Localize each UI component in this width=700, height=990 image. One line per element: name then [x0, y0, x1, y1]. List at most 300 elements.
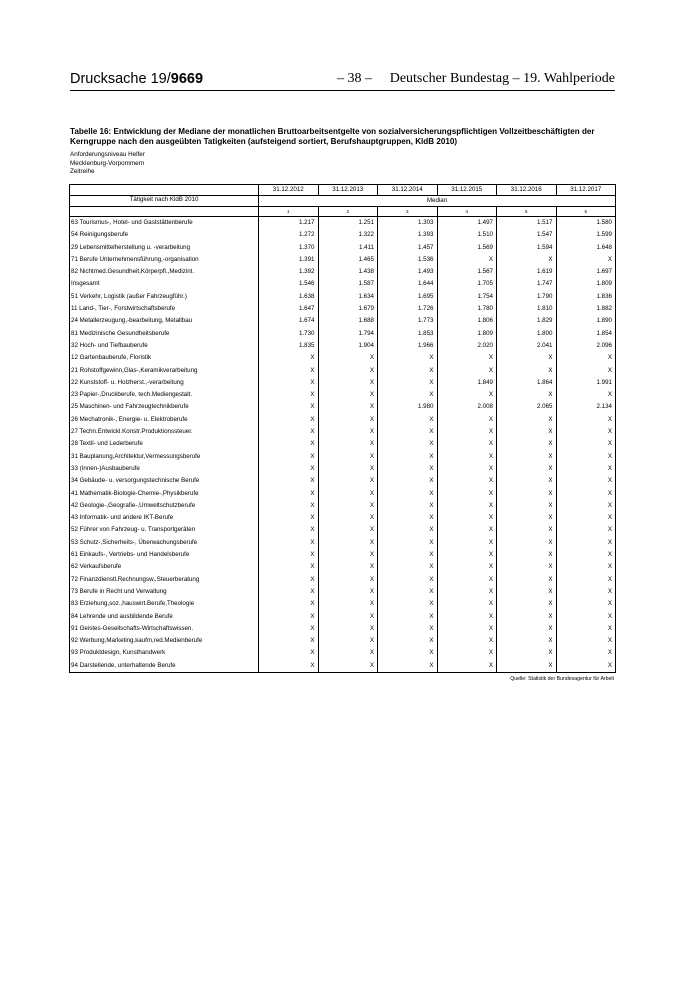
table-cell: 1.853	[377, 328, 437, 340]
table-cell: X	[258, 623, 318, 635]
subtitle-series: Zeitreihe	[70, 168, 95, 175]
table-cell: X	[437, 611, 497, 623]
table-cell: X	[496, 475, 556, 487]
table-cell: X	[496, 463, 556, 475]
table-cell: 1.674	[258, 315, 318, 327]
table-row	[70, 217, 615, 229]
row-label: 52 Führer von Fahrzeug- u. Transportgeräten	[71, 526, 196, 534]
row-label: 54 Reinigungsberufe	[71, 231, 129, 239]
table-cell: X	[437, 352, 497, 364]
table-cell: X	[556, 426, 616, 438]
table-cell: X	[496, 647, 556, 659]
table-cell: 1.648	[556, 242, 616, 254]
table-cell: X	[318, 647, 378, 659]
table-cell: X	[258, 574, 318, 586]
table-cell: 1.809	[556, 278, 616, 290]
column-number-2: 2	[318, 207, 378, 216]
row-label: 84 Lehrende und ausbildende Berufe	[71, 612, 173, 620]
table-cell: X	[258, 586, 318, 598]
row-label: 22 Kunststoff- u. Holzherst.,-verarbeitung	[71, 378, 184, 386]
table-cell: X	[437, 537, 497, 549]
table-cell: 1.457	[377, 242, 437, 254]
table-row	[70, 365, 615, 377]
table-cell: X	[258, 438, 318, 450]
row-label: 34 Gebäude- u. versorgungstechnische Berufe	[71, 477, 200, 485]
table-cell: X	[318, 574, 378, 586]
table-cell: 1.794	[318, 328, 378, 340]
table-cell: X	[377, 611, 437, 623]
table-cell: X	[377, 549, 437, 561]
table-cell: X	[377, 586, 437, 598]
table-cell: 1.854	[556, 328, 616, 340]
table-cell: X	[437, 254, 497, 266]
table-cell: X	[258, 451, 318, 463]
column-number-4: 4	[437, 207, 497, 216]
table-cell: 1.773	[377, 315, 437, 327]
table-row	[70, 229, 615, 241]
table-cell: X	[437, 463, 497, 475]
table-cell: X	[556, 438, 616, 450]
table-row	[70, 389, 615, 401]
table-cell: X	[496, 414, 556, 426]
table-row	[70, 635, 615, 647]
table-row	[70, 512, 615, 524]
table-header	[70, 185, 615, 217]
column-number-3: 3	[377, 207, 437, 216]
table-cell: 2.041	[496, 340, 556, 352]
table-cell: X	[258, 352, 318, 364]
table-cell: 1.370	[258, 242, 318, 254]
table-cell: X	[318, 598, 378, 610]
table-row	[70, 549, 615, 561]
table-cell: X	[556, 254, 616, 266]
table-cell: X	[377, 377, 437, 389]
table-cell: X	[496, 352, 556, 364]
table-cell: X	[556, 512, 616, 524]
table-cell: X	[377, 414, 437, 426]
table-cell: X	[556, 488, 616, 500]
table-cell: X	[437, 635, 497, 647]
table-cell: X	[496, 623, 556, 635]
table-cell: X	[258, 365, 318, 377]
table-cell: X	[437, 365, 497, 377]
row-label: 94 Darstellende, unterhaltende Berufe	[71, 661, 176, 669]
table-cell: X	[556, 463, 616, 475]
table-cell: X	[556, 500, 616, 512]
row-label: 31 Bauplanung,Architektur,Vermessungsberufe	[71, 452, 201, 460]
table-cell: X	[318, 500, 378, 512]
publisher: Deutscher Bundestag – 19. Wahlperiode	[389, 71, 615, 86]
table-cell: 1.966	[377, 340, 437, 352]
table-row	[70, 401, 615, 413]
table-cell: 1.547	[496, 229, 556, 241]
table-cell: 1.634	[318, 291, 378, 303]
table-cell: 1.438	[318, 266, 378, 278]
year-header-5: 31.12.2016	[496, 185, 556, 195]
table-cell: X	[318, 352, 378, 364]
table-row	[70, 254, 615, 266]
table-cell: X	[258, 414, 318, 426]
table-cell: 1.705	[437, 278, 497, 290]
table-cell: X	[377, 635, 437, 647]
table-cell: X	[318, 426, 378, 438]
year-header-3: 31.12.2014	[377, 185, 437, 195]
table-cell: 2.065	[496, 401, 556, 413]
table-row	[70, 647, 615, 659]
table-cell: 1.864	[496, 377, 556, 389]
table-cell: X	[258, 500, 318, 512]
table-cell: X	[556, 352, 616, 364]
table-cell: 1.790	[496, 291, 556, 303]
table-cell: X	[377, 512, 437, 524]
median-header-row	[70, 196, 615, 207]
row-label: 24 Metallerzeugung,-bearbeitung, Metallbau	[71, 317, 193, 325]
table-cell: X	[437, 561, 497, 573]
table-cell: X	[496, 611, 556, 623]
table-cell: X	[556, 623, 616, 635]
document-number-prefix: Drucksache 19/	[70, 71, 171, 87]
table-cell: X	[377, 660, 437, 672]
table-cell: 1.546	[258, 278, 318, 290]
column-number-6: 6	[556, 207, 616, 216]
table-cell: X	[258, 660, 318, 672]
table-cell: X	[496, 549, 556, 561]
row-label: 26 Mechatronik-, Energie- u. Elektroberufe	[71, 415, 188, 423]
table-cell: 2.020	[437, 340, 497, 352]
table-cell: 1.569	[437, 242, 497, 254]
row-label: 12 Gartenbauberufe, Floristik	[71, 354, 152, 362]
table-cell: X	[258, 537, 318, 549]
table-cell: X	[496, 365, 556, 377]
table-cell: X	[318, 635, 378, 647]
document-number-value: 9669	[170, 71, 204, 87]
year-header-row	[70, 185, 615, 196]
median-label: Median	[258, 196, 615, 206]
row-label: 29 Lebensmittelherstellung u. -verarbeitung	[71, 243, 191, 251]
table-cell: X	[496, 500, 556, 512]
table-cell: X	[258, 377, 318, 389]
table-cell: X	[377, 463, 437, 475]
row-label: 83 Erziehung,soz.,hauswirt.Berufe,Theologie	[71, 600, 195, 608]
table-cell: 1.991	[556, 377, 616, 389]
year-header-2: 31.12.2013	[318, 185, 378, 195]
subtitle-level: Anforderungsniveau Helfer	[70, 151, 145, 158]
table-cell: X	[318, 660, 378, 672]
row-label: 93 Produktdesign, Kunsthandwerk	[71, 649, 166, 657]
table-cell: X	[496, 488, 556, 500]
column-number-5: 5	[496, 207, 556, 216]
table-cell: X	[258, 635, 318, 647]
table-row	[70, 488, 615, 500]
table-cell: X	[258, 463, 318, 475]
table-cell: X	[437, 512, 497, 524]
table-cell: 1.392	[258, 266, 318, 278]
table-cell: X	[377, 475, 437, 487]
table-cell: 1.806	[437, 315, 497, 327]
row-label: 73 Berufe in Recht und Verwaltung	[71, 587, 167, 595]
table-cell: 1.644	[377, 278, 437, 290]
table-cell: X	[318, 401, 378, 413]
table-cell: X	[318, 414, 378, 426]
subtitle-region: Mecklenburg-Vorpommern	[70, 160, 145, 167]
table-cell: X	[437, 660, 497, 672]
table-cell: X	[258, 512, 318, 524]
row-label: 25 Maschinen- und Fahrzeugtechnikberufe	[71, 403, 189, 411]
table-row	[70, 574, 615, 586]
table-cell: 1.800	[496, 328, 556, 340]
table-cell: X	[496, 598, 556, 610]
table-cell: X	[556, 365, 616, 377]
header-spacer	[70, 207, 258, 216]
row-label: Insgesamt	[71, 280, 100, 288]
table-cell: X	[318, 451, 378, 463]
table-cell: 1.393	[377, 229, 437, 241]
page-number: – 38 –	[337, 71, 372, 86]
year-header-1: 31.12.2012	[258, 185, 318, 195]
table-cell: 1.679	[318, 303, 378, 315]
row-label: 72 Finanzdienstl.Rechnungsw.,Steuerberatung	[71, 575, 200, 583]
table-cell: X	[318, 365, 378, 377]
table-cell: X	[496, 561, 556, 573]
table-cell: X	[258, 647, 318, 659]
table-cell: X	[377, 537, 437, 549]
table-cell: X	[556, 660, 616, 672]
table-row	[70, 352, 615, 364]
row-label: 92 Werbung,Marketing,kaufm,red.Medienberufe	[71, 637, 203, 645]
table-row	[70, 278, 615, 290]
table-cell: 1.599	[556, 229, 616, 241]
table-row	[70, 242, 615, 254]
row-label: 81 Medizinische Gesundheitsberufe	[71, 329, 170, 337]
table-cell: X	[556, 561, 616, 573]
table-cell: X	[437, 586, 497, 598]
row-label: 82 Nichtmed.Gesundheit,Körperpfl.,Medizint.	[71, 268, 195, 276]
table-cell: X	[437, 475, 497, 487]
table-cell: 1.688	[318, 315, 378, 327]
row-label: 61 Einkaufs-, Vertriebs- und Handelsberufe	[71, 551, 190, 559]
table-row	[70, 463, 615, 475]
table-row	[70, 660, 615, 672]
table-cell: 1.747	[496, 278, 556, 290]
table-cell: X	[556, 586, 616, 598]
table-cell: 1.980	[377, 401, 437, 413]
table-row	[70, 266, 615, 278]
document-number	[70, 71, 203, 87]
table-cell: X	[496, 451, 556, 463]
table-cell: X	[437, 389, 497, 401]
header-spacer	[70, 185, 258, 195]
table-cell: 1.890	[556, 315, 616, 327]
table-cell: X	[556, 414, 616, 426]
table-cell: X	[556, 635, 616, 647]
table-cell: 1.730	[258, 328, 318, 340]
table-cell: X	[437, 647, 497, 659]
table-row	[70, 438, 615, 450]
table-title: Tabelle 16: Entwicklung der Mediane der monatlichen Bruttoarbeitsentgelte von sozialversicherungspflichtigen Vollzeitbeschäftigten der Kerngruppe nach den ausgeübten Tatigkeiten (aufsteigend sortiert, Berufshauptgruppen, KldB 2010)	[70, 127, 595, 146]
table-cell: X	[258, 598, 318, 610]
table-cell: X	[437, 488, 497, 500]
table-cell: X	[556, 574, 616, 586]
table-cell: X	[377, 574, 437, 586]
table-row	[70, 328, 615, 340]
table-cell: X	[437, 451, 497, 463]
table-cell: 2.096	[556, 340, 616, 352]
table-cell: X	[496, 512, 556, 524]
row-label: 63 Tourismus-, Hotel- und Gaststättenberufe	[71, 219, 193, 226]
table-cell: 1.697	[556, 266, 616, 278]
table-cell: X	[437, 426, 497, 438]
table-cell: X	[556, 537, 616, 549]
row-label: 53 Schutz-,Sicherheits-, Überwachungsberufe	[71, 538, 198, 546]
table-cell: 1.638	[258, 291, 318, 303]
table-cell: X	[377, 365, 437, 377]
table-cell: X	[496, 574, 556, 586]
table-cell: X	[377, 352, 437, 364]
table-cell: 1.465	[318, 254, 378, 266]
table-cell: X	[377, 623, 437, 635]
table-cell: 1.322	[318, 229, 378, 241]
table-cell: X	[556, 549, 616, 561]
table-cell: X	[377, 389, 437, 401]
row-label: 42 Geologie-,Geografie-,Umweltschutzberufe	[71, 501, 196, 509]
table-cell: 1.780	[437, 303, 497, 315]
table-row	[70, 500, 615, 512]
table-cell: 1.836	[556, 291, 616, 303]
table-row	[70, 426, 615, 438]
table-cell: X	[258, 611, 318, 623]
column-number-1: 1	[258, 207, 318, 216]
table-cell: X	[258, 389, 318, 401]
table-cell: X	[437, 623, 497, 635]
table-cell: X	[556, 475, 616, 487]
source-note: Quelle: Statistik der Bundesagentur für Arbeit	[510, 676, 614, 682]
table-cell: X	[437, 524, 497, 536]
table-row	[70, 303, 615, 315]
table-row	[70, 291, 615, 303]
table-cell: 1.497	[437, 217, 497, 229]
row-label: 51 Verkehr, Logistik (außer Fahrzeugführ.)	[71, 292, 187, 300]
table-cell: X	[258, 488, 318, 500]
row-label: 43 Informatik- und andere IKT-Berufe	[71, 514, 174, 522]
table-cell: 1.251	[318, 217, 378, 229]
table-cell: X	[318, 377, 378, 389]
table-cell: 1.217	[258, 217, 318, 229]
table-cell: 1.904	[318, 340, 378, 352]
table-cell: X	[318, 463, 378, 475]
table-row	[70, 623, 615, 635]
table-cell: 1.391	[258, 254, 318, 266]
table-cell: 1.411	[318, 242, 378, 254]
row-label: 21 Rohstoffgewinn,Glas-,Keramikverarbeitung	[71, 366, 198, 374]
table-cell: X	[377, 524, 437, 536]
table-cell: X	[437, 598, 497, 610]
year-header-6: 31.12.2017	[556, 185, 616, 195]
row-label: 33 (Innen-)Ausbauberufe	[71, 464, 140, 472]
table-row	[70, 377, 615, 389]
table-cell: 1.536	[377, 254, 437, 266]
table-cell: 1.580	[556, 217, 616, 229]
table-cell: X	[556, 647, 616, 659]
table-cell: X	[437, 549, 497, 561]
row-label: 11 Land-, Tier-, Forstwirtschaftsberufe	[71, 305, 176, 313]
table-cell: X	[556, 389, 616, 401]
table-cell: 2.008	[437, 401, 497, 413]
table-cell: X	[318, 623, 378, 635]
table-cell: X	[318, 586, 378, 598]
table-cell: 1.695	[377, 291, 437, 303]
table-cell: 1.835	[258, 340, 318, 352]
table-cell: X	[437, 500, 497, 512]
table-cell: 1.829	[496, 315, 556, 327]
table-cell: X	[437, 574, 497, 586]
row-label: 28 Textil- und Lederberufe	[71, 440, 143, 448]
table-cell: X	[556, 451, 616, 463]
table-cell: X	[318, 438, 378, 450]
table-cell: 1.754	[437, 291, 497, 303]
table-cell: 1.594	[496, 242, 556, 254]
table-cell: 1.587	[318, 278, 378, 290]
table-cell: 1.517	[496, 217, 556, 229]
table-cell: X	[318, 512, 378, 524]
row-label: 32 Hoch- und Tiefbauberufe	[71, 341, 148, 349]
table-cell: X	[377, 488, 437, 500]
table-cell: X	[496, 426, 556, 438]
table-cell: X	[318, 475, 378, 487]
table-cell: X	[377, 451, 437, 463]
table-cell: X	[496, 389, 556, 401]
table-cell: X	[437, 438, 497, 450]
table-cell: X	[318, 389, 378, 401]
table-cell: X	[377, 561, 437, 573]
table-cell: X	[318, 537, 378, 549]
table-cell: X	[496, 537, 556, 549]
table-cell: 1.810	[496, 303, 556, 315]
table-cell: X	[556, 611, 616, 623]
table-row	[70, 315, 615, 327]
table-body	[70, 217, 615, 672]
column-header-activity: Tätigkeit nach KldB 2010	[129, 196, 199, 203]
table-row	[70, 586, 615, 598]
row-label: 23 Papier-,Druckberufe, tech.Mediengestalt.	[71, 391, 193, 399]
table-cell: X	[496, 635, 556, 647]
table-cell: X	[377, 500, 437, 512]
row-label: 27 Techn.Entwickl.Konstr.Produktionssteuer.	[71, 428, 193, 436]
table-cell: 1.726	[377, 303, 437, 315]
table-row	[70, 611, 615, 623]
row-label: 41 Mathematik-Biologie-Chemie-,Physikberufe	[71, 489, 199, 497]
table-cell: 1.303	[377, 217, 437, 229]
table-cell: 1.567	[437, 266, 497, 278]
row-label: 91 Geistes-Gesellschafts-Wirtschaftswissen.	[71, 624, 194, 632]
table-cell: X	[556, 524, 616, 536]
table-cell: X	[496, 524, 556, 536]
table-cell: X	[377, 426, 437, 438]
table-row	[70, 414, 615, 426]
table-cell: X	[318, 611, 378, 623]
year-header-4: 31.12.2015	[437, 185, 497, 195]
table-row	[70, 340, 615, 352]
table-cell: X	[437, 414, 497, 426]
table-cell: 1.849	[437, 377, 497, 389]
table-cell: X	[258, 549, 318, 561]
table-cell: X	[258, 426, 318, 438]
row-label: 62 Verkaufsberufe	[71, 563, 122, 571]
table-cell: X	[496, 586, 556, 598]
table-row	[70, 561, 615, 573]
table-cell: X	[258, 401, 318, 413]
table-cell: X	[318, 549, 378, 561]
table-row	[70, 537, 615, 549]
